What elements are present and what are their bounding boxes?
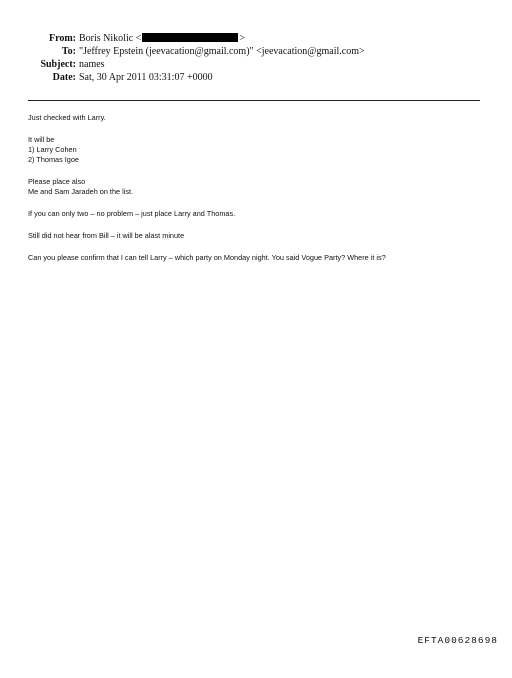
- body-line: Me and Sam Jaradeh on the list.: [28, 187, 134, 196]
- body-paragraph: [28, 135, 488, 165]
- from-label: From:: [48, 33, 76, 44]
- from-close-bracket: >: [239, 33, 245, 44]
- from-row: [0, 32, 512, 45]
- list-item: 1) Larry Cohen: [28, 145, 77, 154]
- body-paragraph: [28, 209, 488, 219]
- redaction-bar: [142, 33, 238, 42]
- date-value: Sat, 30 Apr 2011 03:31:07 +0000: [79, 72, 213, 83]
- subject-label: Subject:: [40, 59, 76, 70]
- to-row: [0, 45, 512, 58]
- to-value: "Jeffrey Epstein (jeevacation@gmail.com)" <jeevacation@gmail.com>: [79, 46, 365, 57]
- date-label: Date:: [52, 72, 76, 83]
- from-name: Boris Nikolic <: [79, 33, 142, 44]
- subject-value: names: [79, 59, 105, 70]
- body-paragraph: [28, 231, 488, 241]
- body-line: Still did not hear from Bill – it will be alast minute: [28, 231, 185, 240]
- body-paragraph: [28, 113, 488, 123]
- body-paragraph: [28, 177, 488, 197]
- body-line: It will be: [28, 135, 55, 144]
- email-body: [28, 113, 488, 275]
- subject-row: [0, 58, 512, 71]
- body-paragraph: [28, 253, 488, 263]
- email-header: [0, 32, 512, 84]
- list-item: 2) Thomas Igoe: [28, 155, 79, 164]
- body-line: If you can only two – no problem – just place Larry and Thomas.: [28, 209, 236, 218]
- to-label: To:: [61, 46, 76, 57]
- document-id: EFTA00628698: [417, 635, 498, 646]
- body-line: Just checked with Larry.: [28, 113, 106, 122]
- date-row: [0, 71, 512, 84]
- header-divider: [28, 100, 480, 101]
- from-value: [79, 32, 245, 45]
- body-line: Please place also: [28, 177, 86, 186]
- body-line: Can you please confirm that I can tell Larry – which party on Monday night. You said Vogue Party? Where it is?: [28, 253, 386, 262]
